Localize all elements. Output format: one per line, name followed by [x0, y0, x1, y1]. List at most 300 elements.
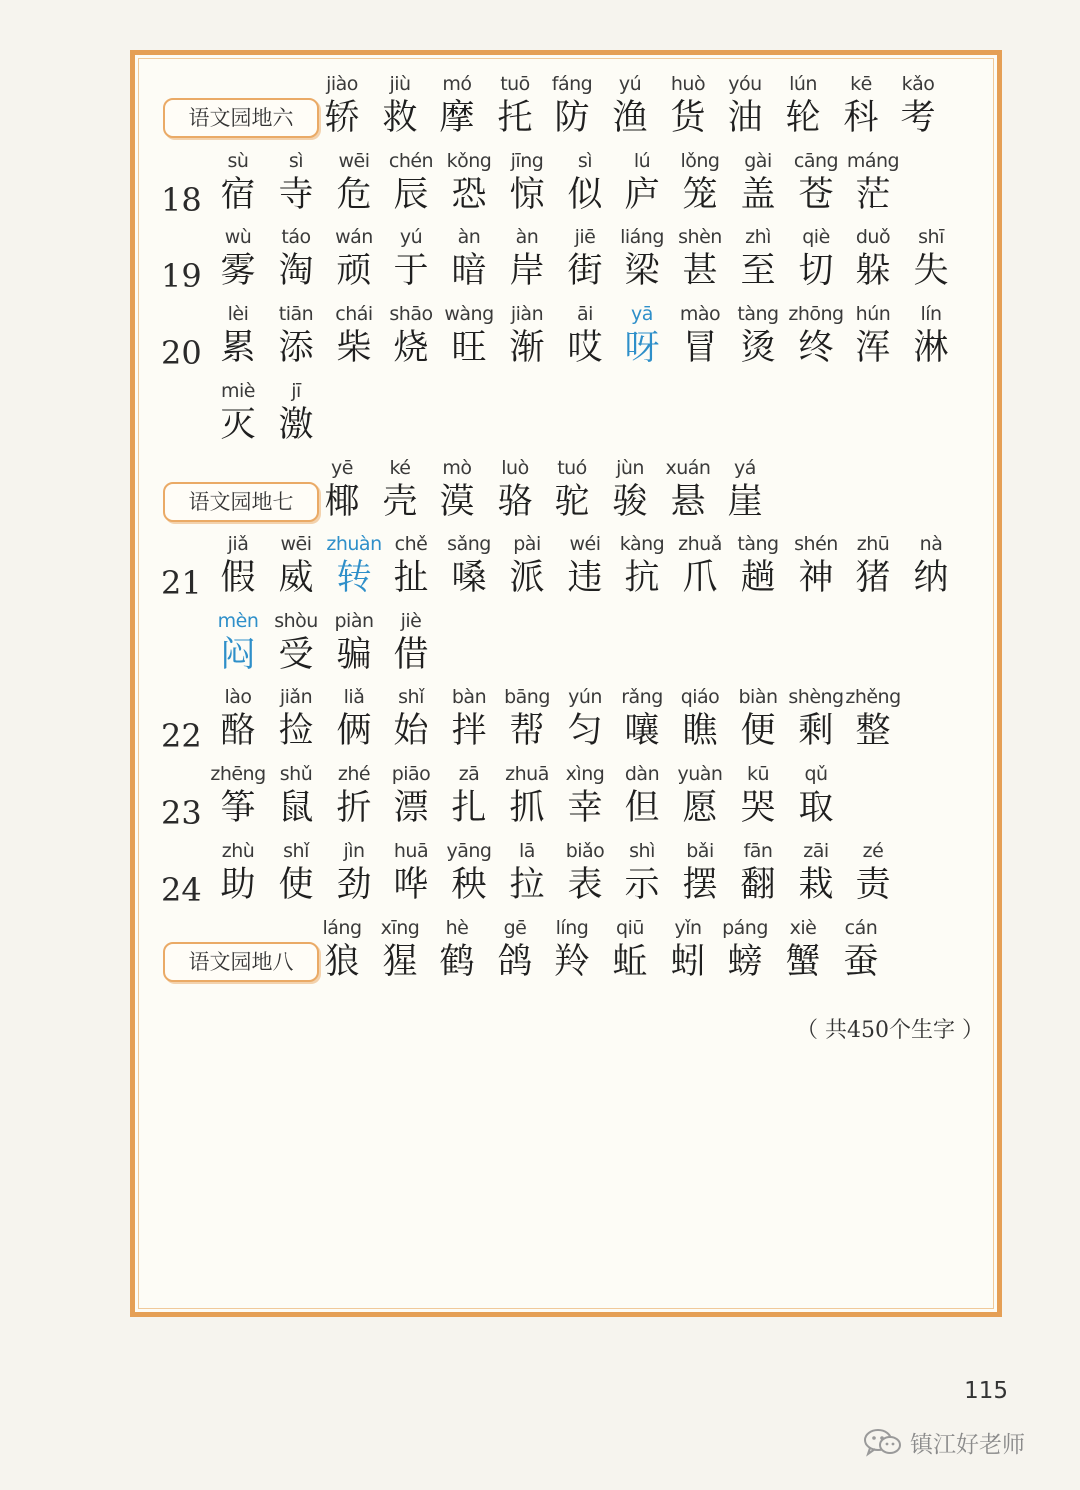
pinyin: qǔ [804, 763, 828, 785]
pinyin: shì [629, 840, 655, 862]
pinyin: hún [855, 303, 891, 325]
pinyin: sǎng [447, 533, 491, 555]
pinyin: lín [920, 303, 942, 325]
character-cell [497, 685, 557, 753]
hanzi: 骆 [497, 482, 533, 522]
pinyin: zhēng [210, 763, 266, 785]
character-cell [600, 916, 660, 984]
hanzi: 猩 [382, 942, 418, 982]
character-cell [439, 532, 499, 600]
hanzi: 轿 [324, 98, 360, 138]
pinyin: kǎo [901, 73, 935, 95]
character-cell [555, 149, 615, 217]
pinyin: yǐn [674, 917, 702, 939]
pinyin: yāng [446, 840, 492, 862]
hanzi: 危 [336, 175, 372, 215]
pinyin: zhé [337, 763, 371, 785]
pinyin: zhěng [845, 686, 901, 708]
section-badge: 语文园地八 [163, 942, 319, 982]
pinyin: qiáo [680, 686, 720, 708]
character-cell [485, 72, 545, 140]
hanzi: 哭 [740, 788, 776, 828]
pinyin: fān [743, 840, 773, 862]
hanzi: 抓 [509, 788, 545, 828]
pinyin: huā [393, 840, 429, 862]
hanzi: 甚 [682, 251, 718, 291]
hanzi: 螃 [727, 942, 763, 982]
hanzi: 柴 [336, 328, 372, 368]
hanzi: 暗 [451, 251, 487, 291]
character-cell [773, 916, 833, 984]
character-cell [497, 302, 557, 370]
character-cell [600, 456, 660, 524]
pinyin: chén [388, 150, 434, 172]
character-cell [497, 225, 557, 293]
hanzi: 浑 [855, 328, 891, 368]
hanzi: 渐 [509, 328, 545, 368]
pinyin: lā [519, 840, 535, 862]
character-cell [439, 225, 499, 293]
hanzi: 秧 [451, 865, 487, 905]
hanzi: 街 [567, 251, 603, 291]
character-cell [728, 685, 788, 753]
character-cell [715, 456, 775, 524]
hanzi: 摩 [439, 98, 475, 138]
pinyin: yóu [728, 73, 762, 95]
character-cell [670, 839, 730, 907]
pinyin: kǒng [446, 150, 492, 172]
character-cell [658, 916, 718, 984]
character-cell [381, 532, 441, 600]
pinyin: lǒng [680, 150, 720, 172]
character-cell [208, 609, 268, 677]
character-cell [324, 839, 384, 907]
pinyin: chě [394, 533, 428, 555]
pinyin: gē [503, 917, 527, 939]
character-cell [266, 532, 326, 600]
character-cell [324, 609, 384, 677]
hanzi: 惊 [509, 175, 545, 215]
lesson-number: 22 [161, 717, 202, 755]
hanzi: 呀 [624, 328, 660, 368]
character-row [0, 916, 1080, 986]
pinyin: tàng [737, 533, 779, 555]
character-cell [370, 456, 430, 524]
pinyin: wàng [444, 303, 494, 325]
hanzi: 茫 [855, 175, 891, 215]
hanzi: 猪 [855, 558, 891, 598]
pinyin: jiào [326, 73, 358, 95]
pinyin: huò [670, 73, 706, 95]
hanzi: 渔 [612, 98, 648, 138]
pinyin: zhuǎ [678, 533, 722, 555]
character-cell [381, 685, 441, 753]
character-cell [612, 532, 672, 600]
hanzi: 瞧 [682, 711, 718, 751]
pinyin: bàn [451, 686, 487, 708]
hanzi: 嗓 [451, 558, 487, 598]
pinyin: lèi [227, 303, 249, 325]
pinyin: jùn [616, 457, 644, 479]
character-row [0, 149, 1080, 219]
character-row [0, 532, 1080, 602]
character-cell [728, 149, 788, 217]
hanzi: 使 [278, 865, 314, 905]
pinyin: tiān [278, 303, 314, 325]
character-cell [439, 762, 499, 830]
pinyin: jiàn [510, 303, 544, 325]
pinyin: yuàn [677, 763, 723, 785]
pinyin: shèng [788, 686, 844, 708]
pinyin: lào [224, 686, 252, 708]
character-cell [324, 302, 384, 370]
pinyin: rǎng [621, 686, 663, 708]
character-cell [612, 302, 672, 370]
lesson-number: 18 [161, 181, 202, 219]
hanzi: 助 [220, 865, 256, 905]
hanzi: 整 [855, 711, 891, 751]
character-cell [439, 839, 499, 907]
character-cell [370, 916, 430, 984]
hanzi: 防 [554, 98, 590, 138]
hanzi: 筝 [220, 788, 256, 828]
pinyin: dàn [624, 763, 660, 785]
pinyin: piāo [391, 763, 431, 785]
character-cell [266, 379, 326, 447]
pinyin: tàng [737, 303, 779, 325]
pinyin: cán [844, 917, 878, 939]
hanzi: 似 [567, 175, 603, 215]
lesson-number: 20 [161, 334, 202, 372]
hanzi: 表 [567, 865, 603, 905]
pinyin: biǎo [565, 840, 605, 862]
character-cell [670, 532, 730, 600]
character-cell [370, 72, 430, 140]
pinyin: shén [794, 533, 838, 555]
character-row [0, 609, 1080, 679]
pinyin: kū [746, 763, 770, 785]
hanzi: 失 [913, 251, 949, 291]
pinyin: mào [679, 303, 721, 325]
hanzi: 翻 [740, 865, 776, 905]
hanzi: 顽 [336, 251, 372, 291]
character-cell [715, 72, 775, 140]
hanzi: 骗 [336, 635, 372, 675]
character-row [0, 379, 1080, 449]
hanzi: 驼 [554, 482, 590, 522]
hanzi: 漠 [439, 482, 475, 522]
character-cell [843, 302, 903, 370]
hanzi: 哗 [393, 865, 429, 905]
character-cell [843, 532, 903, 600]
hanzi: 梁 [624, 251, 660, 291]
pinyin: shǐ [283, 840, 309, 862]
hanzi: 油 [727, 98, 763, 138]
pinyin: kē [850, 73, 872, 95]
character-cell [208, 685, 268, 753]
character-cell [381, 609, 441, 677]
pinyin: jiǎ [227, 533, 249, 555]
character-cell [542, 72, 602, 140]
character-cell [312, 916, 372, 984]
character-cell [324, 532, 384, 600]
hanzi: 鼠 [278, 788, 314, 828]
hanzi: 扯 [393, 558, 429, 598]
character-cell [786, 225, 846, 293]
pinyin: shǔ [279, 763, 313, 785]
hanzi: 雾 [220, 251, 256, 291]
pinyin: jīng [510, 150, 544, 172]
pinyin: àn [457, 226, 481, 248]
character-cell [612, 762, 672, 830]
hanzi: 拉 [509, 865, 545, 905]
pinyin: cāng [793, 150, 839, 172]
character-cell [439, 149, 499, 217]
character-cell [670, 225, 730, 293]
pinyin: zé [862, 840, 884, 862]
character-row [0, 456, 1080, 526]
hanzi: 蚕 [843, 942, 879, 982]
pinyin: máng [846, 150, 900, 172]
character-cell [670, 762, 730, 830]
hanzi: 冒 [682, 328, 718, 368]
pinyin: liáng [620, 226, 664, 248]
character-cell [612, 839, 672, 907]
hanzi: 灭 [220, 405, 256, 445]
character-cell [485, 916, 545, 984]
character-cell [728, 302, 788, 370]
character-cell [208, 762, 268, 830]
character-cell [555, 762, 615, 830]
hanzi: 趟 [740, 558, 776, 598]
hanzi: 违 [567, 558, 603, 598]
character-cell [715, 916, 775, 984]
hanzi: 示 [624, 865, 660, 905]
hanzi: 借 [393, 635, 429, 675]
wechat-watermark [862, 1424, 1052, 1460]
character-cell [728, 839, 788, 907]
pinyin: zāi [803, 840, 829, 862]
pinyin: àn [515, 226, 539, 248]
character-cell [773, 72, 833, 140]
hanzi: 羚 [554, 942, 590, 982]
lesson-number: 24 [161, 871, 202, 909]
character-cell [266, 609, 326, 677]
pinyin: zhù [221, 840, 255, 862]
character-cell [555, 685, 615, 753]
character-cell [312, 456, 372, 524]
hanzi: 栽 [798, 865, 834, 905]
hanzi: 至 [740, 251, 776, 291]
character-cell [381, 302, 441, 370]
hanzi: 抗 [624, 558, 660, 598]
hanzi: 愿 [682, 788, 718, 828]
character-cell [324, 149, 384, 217]
hanzi: 崖 [727, 482, 763, 522]
character-cell [901, 532, 961, 600]
hanzi: 累 [220, 328, 256, 368]
character-row [0, 302, 1080, 372]
pinyin: xīng [380, 917, 420, 939]
pinyin: ké [389, 457, 411, 479]
hanzi: 摆 [682, 865, 718, 905]
pinyin: liǎ [343, 686, 365, 708]
character-cell [831, 916, 891, 984]
character-cell [843, 225, 903, 293]
character-cell [497, 762, 557, 830]
pinyin: shǐ [398, 686, 424, 708]
pinyin: bǎi [686, 840, 714, 862]
hanzi: 蚓 [670, 942, 706, 982]
hanzi: 淘 [278, 251, 314, 291]
character-cell [612, 225, 672, 293]
hanzi: 便 [740, 711, 776, 751]
pinyin: wēi [338, 150, 370, 172]
pinyin: yún [568, 686, 602, 708]
pinyin: zhōng [788, 303, 844, 325]
watermark-text: 镇江好老师 [910, 1431, 1025, 1458]
hanzi: 闷 [220, 635, 256, 675]
pinyin: jiù [389, 73, 411, 95]
character-cell [208, 225, 268, 293]
pinyin: yā [631, 303, 653, 325]
pinyin: bāng [504, 686, 550, 708]
section-badge: 语文园地七 [163, 482, 319, 522]
pinyin: mó [442, 73, 472, 95]
section-badge: 语文园地六 [163, 98, 319, 138]
hanzi: 假 [220, 558, 256, 598]
pinyin: qiū [616, 917, 644, 939]
hanzi: 考 [900, 98, 936, 138]
character-cell [208, 149, 268, 217]
pinyin: jiè [400, 610, 422, 632]
character-cell [728, 532, 788, 600]
character-cell [670, 149, 730, 217]
hanzi: 悬 [670, 482, 706, 522]
hanzi: 壳 [382, 482, 418, 522]
character-cell [843, 839, 903, 907]
pinyin: shī [918, 226, 944, 248]
pinyin: jìn [343, 840, 365, 862]
pinyin: tuó [557, 457, 587, 479]
hanzi: 酪 [220, 711, 256, 751]
hanzi: 剩 [798, 711, 834, 751]
hanzi: 烫 [740, 328, 776, 368]
hanzi: 托 [497, 98, 533, 138]
character-cell [786, 149, 846, 217]
hanzi: 椰 [324, 482, 360, 522]
pinyin: wù [224, 226, 252, 248]
hanzi: 宿 [220, 175, 256, 215]
pinyin: wán [335, 226, 373, 248]
wechat-icon [862, 1426, 904, 1458]
character-cell [485, 456, 545, 524]
page-number: 115 [964, 1378, 1008, 1404]
hanzi: 轮 [785, 98, 821, 138]
hanzi: 神 [798, 558, 834, 598]
hanzi: 纳 [913, 558, 949, 598]
character-cell [658, 72, 718, 140]
pinyin: jī [291, 380, 301, 402]
pinyin: hè [445, 917, 469, 939]
pinyin: zhuàn [326, 533, 382, 555]
pinyin: yá [734, 457, 756, 479]
character-cell [324, 225, 384, 293]
pinyin: fáng [551, 73, 593, 95]
pinyin: shòu [274, 610, 318, 632]
character-cell [843, 149, 903, 217]
character-cell [600, 72, 660, 140]
pinyin: pài [513, 533, 541, 555]
hanzi: 捡 [278, 711, 314, 751]
hanzi: 货 [670, 98, 706, 138]
pinyin: zā [458, 763, 480, 785]
hanzi: 鸽 [497, 942, 533, 982]
hanzi: 取 [798, 788, 834, 828]
character-cell [439, 302, 499, 370]
character-cell [208, 379, 268, 447]
hanzi: 终 [798, 328, 834, 368]
character-cell [555, 225, 615, 293]
total-count: （ 共450个生字 ） [796, 1018, 984, 1043]
character-cell [208, 839, 268, 907]
hanzi: 转 [336, 558, 372, 598]
pinyin: sì [288, 150, 304, 172]
hanzi: 受 [278, 635, 314, 675]
hanzi: 折 [336, 788, 372, 828]
character-cell [381, 149, 441, 217]
hanzi: 但 [624, 788, 660, 828]
pinyin: tuō [500, 73, 530, 95]
character-cell [901, 225, 961, 293]
pinyin: wēi [280, 533, 312, 555]
pinyin: yú [618, 73, 642, 95]
hanzi: 嚷 [624, 711, 660, 751]
hanzi: 骏 [612, 482, 648, 522]
character-cell [555, 302, 615, 370]
character-cell [497, 532, 557, 600]
pinyin: biàn [738, 686, 778, 708]
pinyin: jiē [574, 226, 596, 248]
hanzi: 庐 [624, 175, 660, 215]
character-cell [266, 839, 326, 907]
pinyin: āi [577, 303, 593, 325]
character-cell [901, 302, 961, 370]
lesson-number: 23 [161, 794, 202, 832]
pinyin: zhū [856, 533, 890, 555]
character-cell [324, 762, 384, 830]
character-cell [324, 685, 384, 753]
pinyin: nà [919, 533, 943, 555]
lesson-number: 21 [161, 564, 202, 602]
character-cell [312, 72, 372, 140]
character-cell [612, 149, 672, 217]
pinyin: qiè [802, 226, 830, 248]
character-cell [208, 532, 268, 600]
pinyin: sù [227, 150, 249, 172]
hanzi: 始 [393, 711, 429, 751]
hanzi: 拌 [451, 711, 487, 751]
character-cell [439, 685, 499, 753]
hanzi: 躲 [855, 251, 891, 291]
pinyin: luò [501, 457, 529, 479]
hanzi: 苍 [798, 175, 834, 215]
character-cell [266, 762, 326, 830]
character-row [0, 72, 1080, 142]
character-row [0, 225, 1080, 295]
hanzi: 岸 [509, 251, 545, 291]
pinyin: miè [221, 380, 255, 402]
